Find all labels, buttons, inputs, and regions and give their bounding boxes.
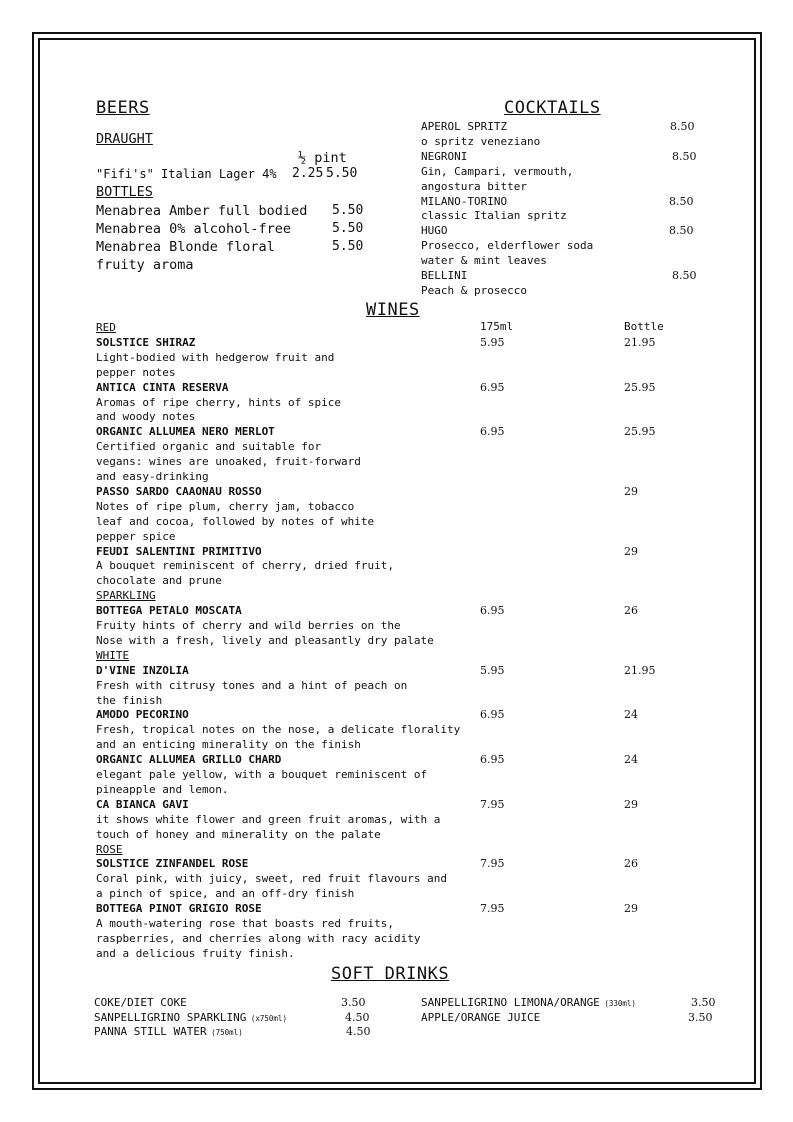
wine-name: BOTTEGA PETALO MOSCATA: [96, 604, 242, 618]
wine-glass-price: 6.95: [480, 604, 505, 618]
wine-bottle-price: 29: [624, 797, 638, 811]
wine-desc: and a delicious fruity finish.: [96, 946, 295, 960]
cocktail-name: BELLINI: [421, 269, 468, 282]
cocktail-price: 8.50: [672, 269, 697, 282]
cocktail-price: 8.50: [669, 224, 694, 238]
wine-glass-price: 6.95: [480, 708, 505, 722]
wine-bottle-price: 26: [624, 857, 638, 871]
beer-bottle-name: Menabrea 0% alcohol-free: [96, 221, 292, 237]
wine-desc: pepper spice: [96, 529, 176, 543]
beers-title: BEERS: [96, 98, 150, 118]
wine-desc: a pinch of spice, and an off-dry finish: [96, 887, 355, 901]
wine-desc: A bouquet reminiscent of cherry, dried fruit,: [96, 559, 395, 573]
wine-desc: Fresh with citrusy tones and a hint of peach on: [96, 678, 408, 692]
wine-bottle-price: 21.95: [624, 335, 656, 349]
wine-bottle-price: 24: [624, 753, 638, 767]
wine-name: ORGANIC ALLUMEA GRILLO CHARD: [96, 753, 282, 767]
soft-drink-price: 4.50: [345, 1010, 370, 1024]
wine-name: ANTICA CINTA RESERVA: [96, 380, 229, 394]
draught-size-header: ½ pint: [298, 150, 347, 166]
wine-desc: and an enticing minerality on the finish: [96, 738, 361, 752]
wine-name: ORGANIC ALLUMEA NERO MERLOT: [96, 425, 275, 439]
cocktail-desc: Gin, Campari, vermouth,: [421, 164, 574, 178]
wine-name: CA BIANCA GAVI: [96, 797, 189, 811]
cocktail-price: 8.50: [669, 194, 694, 208]
wine-name: SOLSTICE SHIRAZ: [96, 335, 196, 349]
wine-desc: Aromas of ripe cherry, hints of spice: [96, 395, 342, 409]
cocktail-price: 8.50: [670, 120, 695, 133]
soft-drink-name: COKE/DIET COKE: [94, 996, 187, 1009]
soft-drink-price: 3.50: [688, 1010, 713, 1024]
cocktail-desc: Prosecco, elderflower soda: [421, 239, 594, 253]
cocktail-name: HUGO: [421, 224, 448, 238]
cocktails-title: COCKTAILS: [504, 98, 601, 118]
wine-bottle-price: 21.95: [624, 663, 656, 677]
wine-bottle-price: 29: [624, 902, 638, 916]
soft-drink-size: (330ml): [599, 999, 636, 1008]
wine-desc: Fruity hints of cherry and wild berries on the: [96, 619, 401, 632]
cocktail-desc: water & mint leaves: [421, 254, 547, 268]
wine-col-glass: 175ml: [480, 320, 514, 333]
wine-desc: elegant pale yellow, with a bouquet reminiscent of: [96, 768, 428, 781]
soft-drinks-title: SOFT DRINKS: [331, 964, 450, 984]
wine-glass-price: 7.95: [480, 857, 505, 871]
draught-half-price: 2.25: [292, 166, 324, 181]
cocktail-desc: Peach & prosecco: [421, 283, 527, 297]
wine-bottle-price: 25.95: [624, 425, 656, 439]
wine-bottle-price: 25.95: [624, 380, 656, 394]
wine-desc: and woody notes: [96, 410, 196, 424]
wine-desc: Certified organic and suitable for: [96, 440, 322, 454]
wine-name: D'VINE INZOLIA: [96, 663, 189, 677]
soft-drink-price: 4.50: [346, 1025, 371, 1038]
wine-section-label: WHITE: [96, 648, 130, 662]
beer-bottle-price: 5.50: [332, 239, 364, 254]
wine-desc: the finish: [96, 693, 163, 707]
wine-desc: pepper notes: [96, 365, 176, 379]
draught-item-name: "Fifi's" Italian Lager 4%: [96, 167, 277, 181]
soft-drink-name: SANPELLIGRINO LIMONA/ORANGE (330ml): [421, 996, 636, 1009]
wine-bottle-price: 29: [624, 544, 638, 558]
wine-desc: touch of honey and minerality on the palate: [96, 827, 381, 841]
wine-glass-price: 6.95: [480, 425, 505, 439]
wine-name: SOLSTICE ZINFANDEL ROSE: [96, 857, 249, 871]
soft-drink-size: (x750ml): [246, 1013, 287, 1023]
soft-drink-name: APPLE/ORANGE JUICE: [421, 1010, 541, 1024]
wine-section-label: ROSE: [96, 842, 123, 856]
wine-glass-price: 5.95: [480, 663, 505, 677]
draught-pint-price: 5.50: [326, 166, 358, 181]
cocktail-desc: o spritz veneziano: [421, 134, 541, 148]
wine-desc: leaf and cocoa, followed by notes of white: [96, 514, 375, 528]
wine-desc: chocolate and prune: [96, 574, 222, 588]
wine-bottle-price: 24: [624, 708, 638, 722]
wine-desc: it shows white flower and green fruit aromas, with a: [96, 812, 441, 826]
beer-bottle-name: Menabrea Amber full bodied: [96, 203, 308, 219]
soft-drink-price: 3.50: [341, 996, 366, 1009]
wine-glass-price: 6.95: [480, 753, 505, 767]
soft-drink-name: SANPELLIGRINO SPARKLING (x750ml): [94, 1010, 287, 1024]
wine-name: AMODO PECORINO: [96, 708, 189, 722]
soft-drink-price: 3.50: [691, 996, 716, 1009]
soft-drink-name: PANNA STILL WATER (750ml): [94, 1025, 243, 1038]
wine-col-bottle: Bottle: [624, 320, 664, 333]
cocktail-name: MILANO-TORINO: [421, 194, 508, 208]
wine-glass-price: 6.95: [480, 380, 505, 394]
wine-name: FEUDI SALENTINI PRIMITIVO: [96, 544, 262, 558]
wine-bottle-price: 26: [624, 604, 638, 618]
soft-drink-size: (750ml): [206, 1028, 243, 1037]
wine-desc: Notes of ripe plum, cherry jam, tobacco: [96, 499, 355, 513]
bottles-label: BOTTLES: [96, 184, 153, 200]
cocktail-name: NEGRONI: [421, 149, 468, 163]
beer-bottle-name: fruity aroma: [96, 257, 194, 273]
wine-desc: Light-bodied with hedgerow fruit and: [96, 350, 335, 364]
wine-desc: vegans: wines are unoaked, fruit-forward: [96, 455, 361, 469]
wine-desc: Fresh, tropical notes on the nose, a delicate florality: [96, 723, 461, 737]
beer-bottle-price: 5.50: [332, 203, 364, 218]
wine-section-label: RED: [96, 321, 116, 334]
cocktail-name: APEROL SPRITZ: [421, 120, 508, 133]
wine-bottle-price: 29: [624, 484, 638, 498]
wine-name: PASSO SARDO CAAONAU ROSSO: [96, 484, 262, 498]
wine-glass-price: 5.95: [480, 335, 505, 349]
cocktail-price: 8.50: [672, 149, 697, 163]
wines-title: WINES: [366, 300, 420, 320]
wine-desc: Nose with a fresh, lively and pleasantly dry palate: [96, 633, 434, 647]
wine-desc: raspberries, and cherries along with racy acidity: [96, 931, 421, 945]
wine-desc: Coral pink, with juicy, sweet, red fruit flavours and: [96, 872, 447, 886]
wine-glass-price: 7.95: [480, 902, 505, 916]
wine-glass-price: 7.95: [480, 797, 505, 811]
cocktail-desc: classic Italian spritz: [421, 209, 567, 223]
draught-label: DRAUGHT: [96, 131, 153, 147]
wine-desc: pineapple and lemon.: [96, 782, 229, 796]
wine-section-label: SPARKLING: [96, 589, 156, 603]
beer-bottle-price: 5.50: [332, 221, 364, 236]
cocktail-desc: angostura bitter: [421, 179, 527, 193]
wine-name: BOTTEGA PINOT GRIGIO ROSE: [96, 902, 262, 916]
beer-bottle-name: Menabrea Blonde floral: [96, 239, 275, 255]
wine-desc: A mouth-watering rose that boasts red fruits,: [96, 917, 395, 930]
wine-desc: and easy-drinking: [96, 470, 209, 483]
